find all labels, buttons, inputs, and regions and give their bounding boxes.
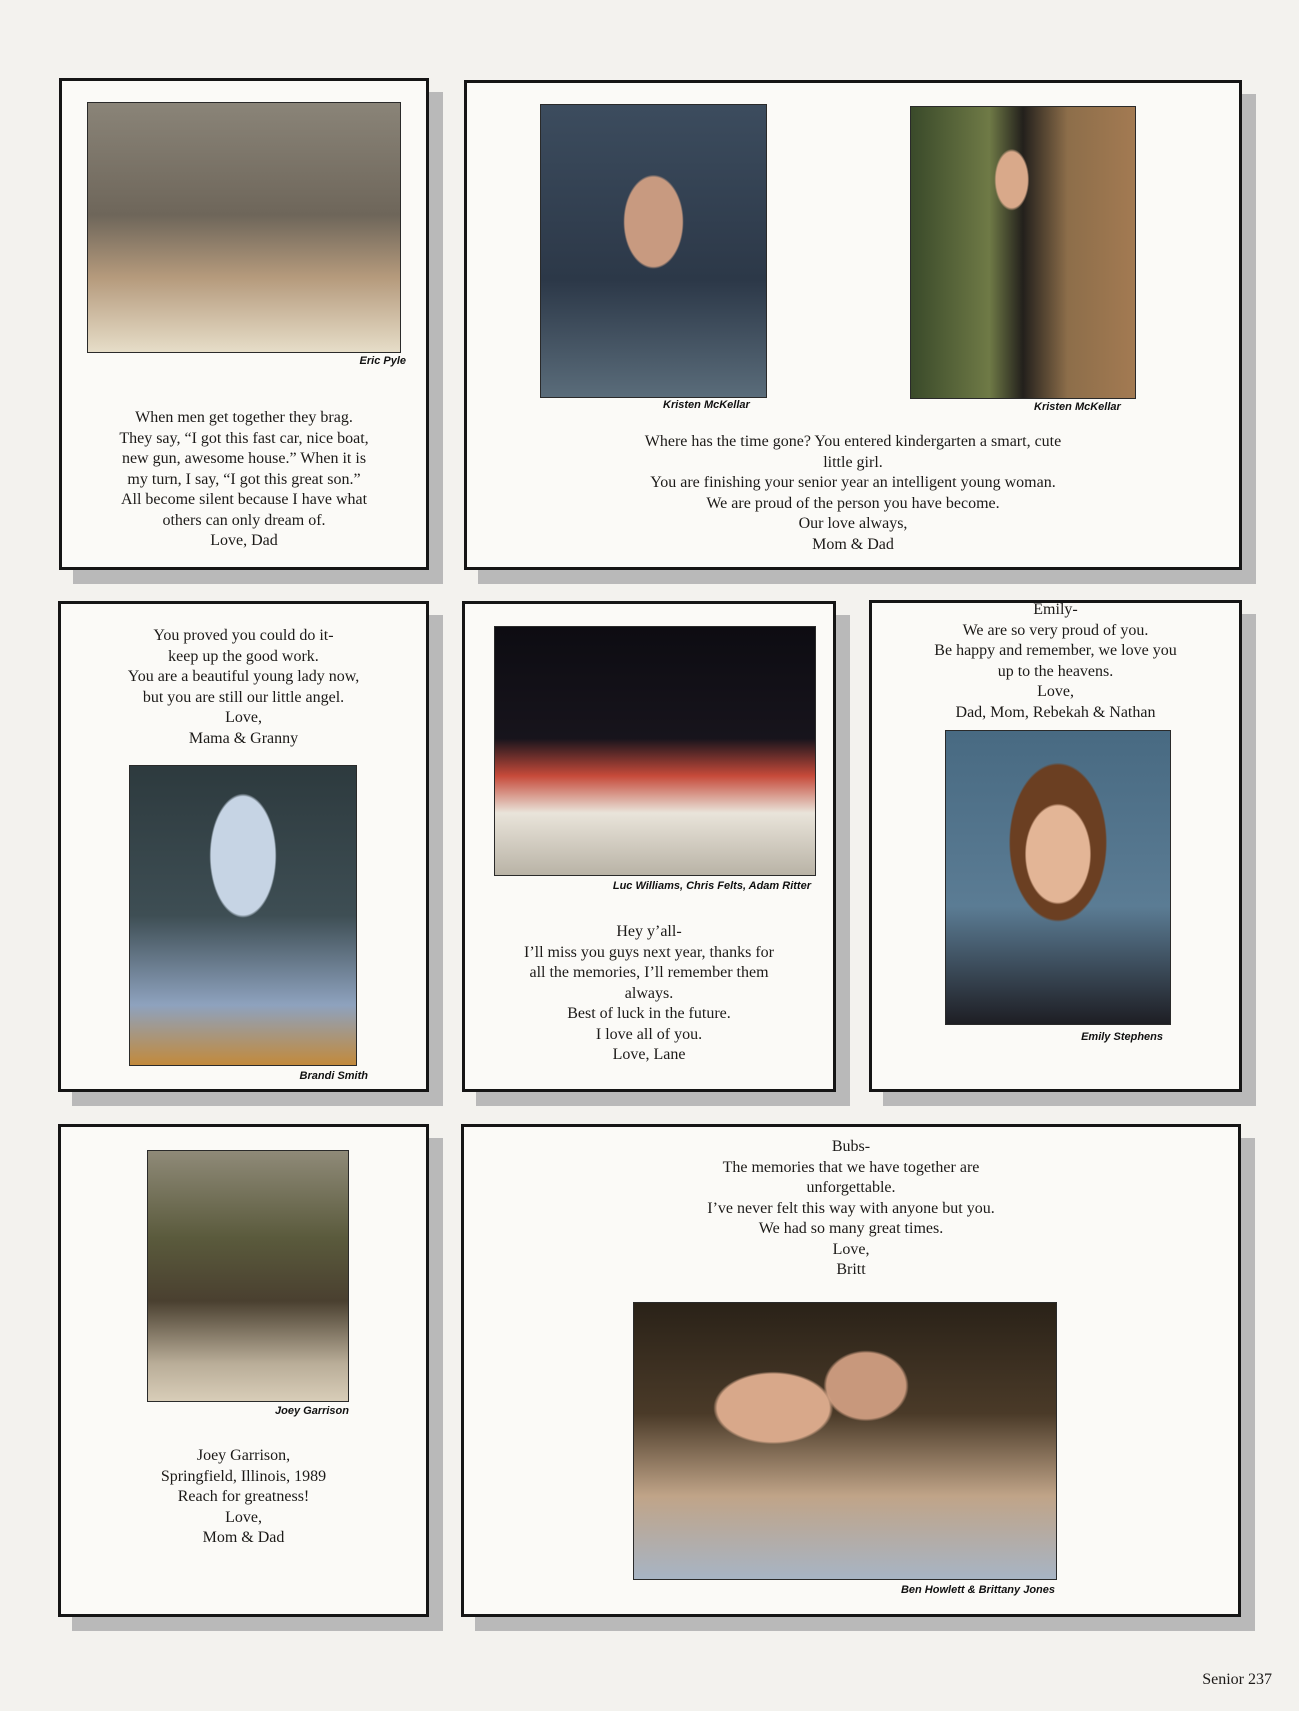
dedication-message: Where has the time gone? You entered kindergarten a smart, cute little girl. You are finishing your senior year an intelligent young woman. We are proud of the person you have become. Our love always, Mom & Dad (644, 433, 1062, 553)
photo-caption: Emily Stephens (1081, 1031, 1163, 1043)
photo-group-friends (494, 626, 816, 876)
photo-caption-right: Kristen McKellar (1034, 401, 1121, 413)
ad-panel-lane (462, 601, 836, 1092)
photo-joey-statue (147, 1150, 349, 1402)
dedication-message: Joey Garrison, Springfield, Illinois, 1989 Reach for greatness! Love, Mom & Dad (160, 1447, 327, 1546)
ad-panel-ben-brittany (461, 1124, 1241, 1617)
photo-caption: Luc Williams, Chris Felts, Adam Ritter (612, 880, 811, 892)
dedication-message: Emily- We are so very proud of you. Be happy and remember, we love you up to the heavens. Love, Dad, Mom, Rebekah & Nathan (934, 601, 1177, 721)
photo-caption-left: Kristen McKellar (663, 399, 750, 411)
ad-panel-joey-garrison (58, 1124, 429, 1617)
photo-kristen-kindergarten (540, 104, 767, 398)
page-folio: Senior 237 (1202, 1671, 1272, 1688)
dedication-message: When men get together they brag. They say, “I got this fast car, nice boat, new gun, awesome house.” When it is my turn, I say, “I got this great son.” All become silent because I have what others can only dream of. Love, Dad (119, 409, 369, 549)
dedication-message: Hey y’all- I’ll miss you guys next year, thanks for all the memories, I’ll remember them always. Best of luck in the future. I love all of you. Love, Lane (524, 923, 774, 1063)
photo-emily (945, 730, 1171, 1025)
photo-baby-bonnet (129, 765, 357, 1066)
photo-kristen-senior (910, 106, 1136, 399)
photo-couple (633, 1302, 1057, 1580)
ad-panel-brandi-smith (58, 601, 429, 1092)
ad-panel-kristen-mckellar (464, 80, 1242, 570)
photo-caption: Ben Howlett & Brittany Jones (900, 1584, 1055, 1596)
ad-panel-emily-stephens (869, 600, 1242, 1092)
ad-panel-eric-pyle (59, 78, 429, 570)
photo-caption: Brandi Smith (299, 1070, 368, 1082)
photo-baby-eric (87, 102, 401, 353)
dedication-message: You proved you could do it- keep up the good work. You are a beautiful young lady now, but you are still our little angel. Love, Mama & Granny (127, 627, 360, 747)
dedication-message: Bubs- The memories that we have together are unforgettable. I’ve never felt this way with anyone but you. We had so many great times. Love, Britt (707, 1138, 995, 1278)
photo-caption: Joey Garrison (275, 1405, 349, 1417)
photo-caption: Eric Pyle (359, 355, 406, 367)
